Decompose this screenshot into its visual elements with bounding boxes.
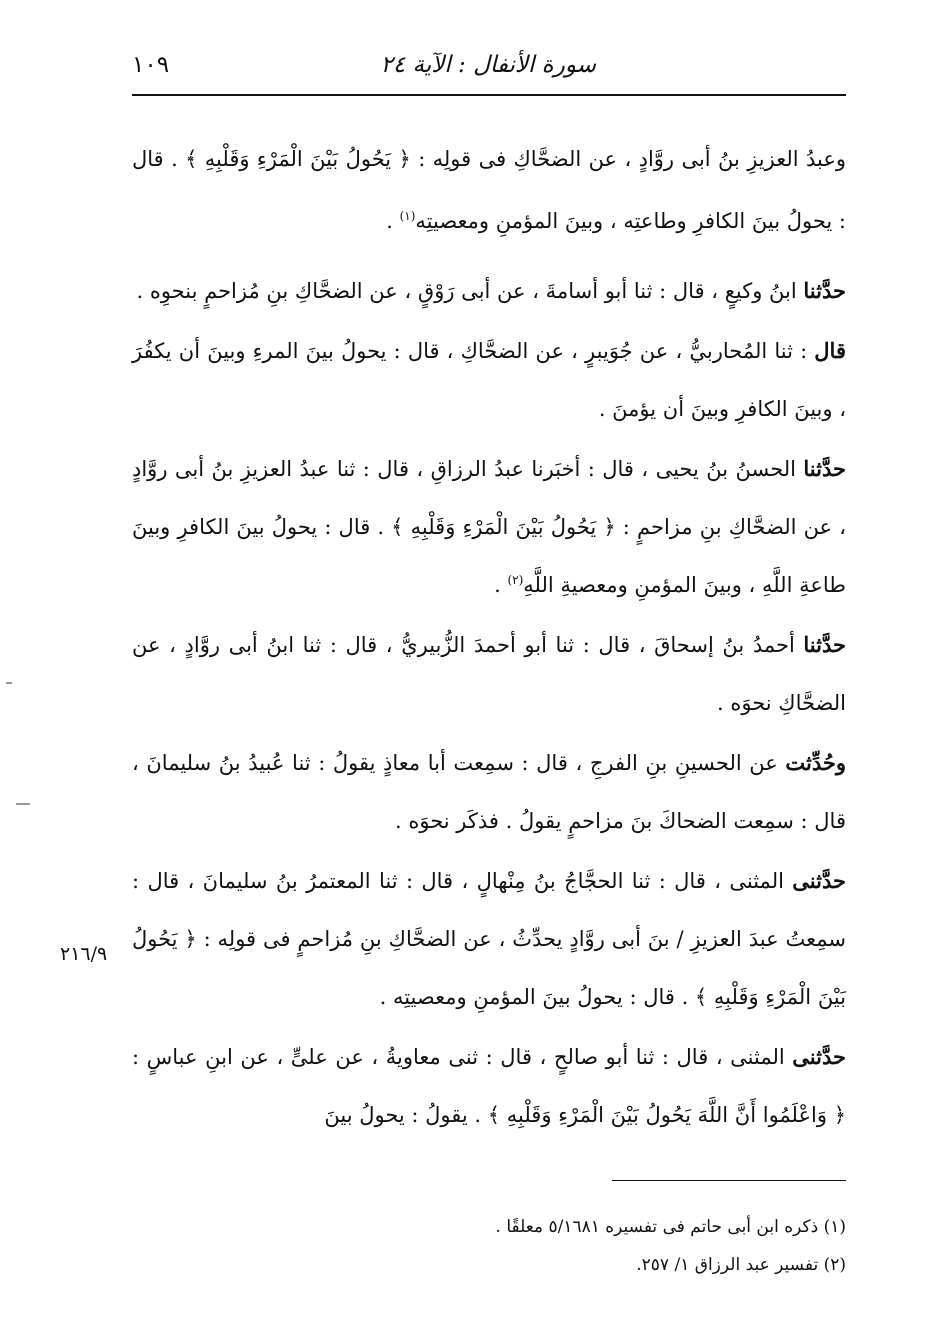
paragraph-text: أحمدُ بنُ إسحاقَ ، قال : ثنا أبو أحمدَ الزُّبيريُّ ، قال : ثنا ابنُ أبى روَّادٍ ، عن الضحَّاكِ نحوَه . <box>132 633 846 715</box>
paragraph-lead: قال <box>814 338 846 363</box>
paragraph-text: المثنى ، قال : ثنا أبو صالحٍ ، قال : ثنى معاويةُ ، عن علىٍّ ، عن ابنِ عباسٍ : ﴿ وَاعْلَمُوا أَنَّ اللَّهَ يَحُولُ بَيْنَ الْمَرْءِ وَقَلْبِهِ ﴾ . يقولُ : يحولُ بينَ <box>132 1045 846 1127</box>
paragraph-text: وعبدُ العزيزِ بنُ أبى روَّادٍ ، عن الضحَّاكِ فى قولِه : ﴿ يَحُولُ بَيْنَ الْمَرْءِ وَقَلْبِهِ ﴾ . قال : يحولُ بينَ الكافرِ وطاعتِه ، وبينَ المؤمنِ ومعصيتِه <box>132 147 846 233</box>
footnote-rule <box>612 1180 846 1181</box>
page-number: ١٠٩ <box>132 52 170 78</box>
paragraph <box>132 616 846 732</box>
header-rule <box>132 94 846 96</box>
paragraph-lead: حدَّثنا <box>803 632 846 657</box>
paragraph-text: ابنُ وكيعٍ ، قال : ثنا أبو أسامةَ ، عن أبى رَوْقٍ ، عن الضحَّاكِ بنِ مُزاحمٍ بنحوِه . <box>136 279 804 303</box>
page-header <box>132 50 846 90</box>
footnote-marker: (١) <box>399 209 416 223</box>
paragraph <box>132 852 846 1026</box>
paragraph-tail: . <box>494 573 508 597</box>
paragraph <box>132 128 846 252</box>
paragraph-text: الحسنُ بنُ يحيى ، قال : أخبَرنا عبدُ الرزاقِ ، قال : ثنا عبدُ العزيزِ بنُ أبى روَّادٍ ، عن الضحَّاكِ بنِ مزاحمٍ : ﴿ يَحُولُ بَيْنَ الْمَرْءِ وَقَلْبِهِ ﴾ . قال : يحولُ بينَ الكافرِ وبينَ طاعةِ اللَّهِ ، وبينَ المؤمنِ ومعصيةِ اللَّهِ <box>132 457 846 597</box>
paragraph-lead: حدَّثنا <box>803 456 846 481</box>
paragraph <box>132 440 846 614</box>
scan-speck <box>16 803 30 805</box>
paragraph-text: عن الحسينِ بنِ الفرجِ ، قال : سمِعت أبا معاذٍ يقولُ : ثنا عُبيدُ بنُ سليمانَ ، قال : سمِعت الضحاكَ بنَ مزاحمٍ يقولُ . فذكَر نحوَه . <box>132 751 846 833</box>
paragraph <box>132 322 846 438</box>
paragraph-text: : ثنا المُحاربيُّ ، عن جُوَيبرٍ ، عن الضحَّاكِ ، قال : يحولُ بينَ المرءِ وبينَ أن يكفُرَ ، وبينَ الكافرِ وبينَ أن يؤمنَ . <box>132 339 846 421</box>
paragraph-lead: حدَّثنى <box>792 868 846 893</box>
paragraph-lead: وحُدِّثت <box>785 750 846 775</box>
paragraph-text: المثنى ، قال : ثنا الحجَّاجُ بنُ مِنْهالٍ ، قال : ثنا المعتمرُ بنُ سليمانَ ، قال : سمِعتُ عبدَ العزيزِ / بنَ أبى روَّادٍ يحدِّثُ ، عن الضحَّاكِ بنِ مُزاحمٍ فى قولِه : ﴿ يَحُولُ بَيْنَ الْمَرْءِ وَقَلْبِهِ ﴾ . قال : يحولُ بينَ المؤمنِ ومعصيتِه . <box>132 869 846 1009</box>
paragraph-lead: حدَّثنا <box>803 278 846 303</box>
paragraph <box>132 262 846 320</box>
paragraph <box>132 1028 846 1144</box>
margin-reference: ٢١٦/٩ <box>60 943 108 965</box>
scan-speck <box>6 682 12 684</box>
paragraph <box>132 734 846 850</box>
footnote-marker: (٢) <box>507 573 524 587</box>
running-title: سورة الأنفال : الآية ٢٤ <box>380 52 596 78</box>
paragraph-tail: . <box>386 209 400 233</box>
footnote: (٢) تفسير عبد الرزاق ١/ ٢٥٧. <box>636 1255 846 1275</box>
footnote: (١) ذكره ابن أبى حاتم فى تفسيره ٥/١٦٨١ معلقًا . <box>495 1217 846 1237</box>
paragraph-lead: حدَّثنى <box>792 1044 846 1069</box>
body-text <box>132 128 846 1144</box>
footnotes <box>132 1208 846 1284</box>
